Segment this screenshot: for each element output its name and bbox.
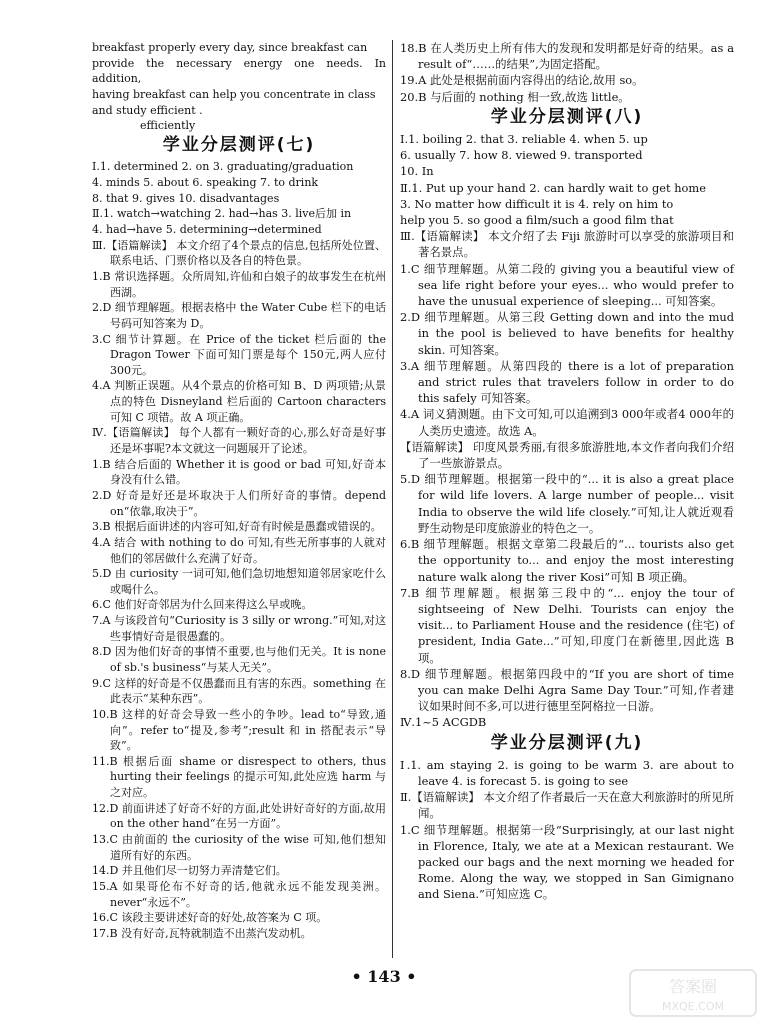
- answer-line: 7.B 细节理解题。根据第三段中的“... enjoy the tour of sightseeing of New Delhi. Tourists can enjoy the visit... to Parliament House and the residence (住宅) of president, India Gate...”可知,印度门在新德里,因此选 B 项。: [400, 585, 734, 665]
- answer-line: 6.B 细节理解题。根据文章第二段最后的“... tourists also get the opportunity to... and enjoy the most interesting nature walk along the river Kosi”可知 B 项正确。: [400, 537, 734, 584]
- section-7-body: [92, 159, 386, 941]
- answer-line: 10. In: [400, 164, 434, 179]
- answer-line: 3.C 细节计算题。在 Price of the ticket 栏后面的 the Dragon Tower 下面可知门票是每个 150元,两人应付300元。: [92, 332, 386, 377]
- section-title-7: 学业分层测评(七): [162, 134, 316, 155]
- right-top-body: [400, 40, 734, 105]
- answer-line: 10.B 这样的好奇会导致一些小的争吵。lead to“导致,通向”。refer to“提及,参考”;result 和 in 搭配表示“导致”。: [92, 707, 386, 753]
- answer-line: Ⅰ.1. am staying 2. is going to be warm 3. are about to leave 4. is forecast 5. is going to see: [400, 757, 734, 788]
- answer-line: 1.B 常识选择题。众所周知,许仙和白娘子的故事发生在杭州西湖。: [92, 269, 386, 299]
- answer-line: 17.B 没有好奇,瓦特就制造不出蒸汽发动机。: [92, 926, 312, 940]
- text-line: and study efficient .: [92, 103, 203, 117]
- answer-line: 16.C 该段主要讲述好奇的好处,故答案为 C 项。: [92, 911, 328, 925]
- answer-line: Ⅱ.1. watch→watching 2. had→has 3. live后加 in: [92, 207, 352, 221]
- answer-line: 2.D 细节理解题。从第三段 Getting down and into the mud in the pool is believed to have benefits for healthy skin. 可知答案。: [400, 310, 734, 357]
- section-9-body: [400, 757, 734, 903]
- answer-line: 13.C 由前面的 the curiosity of the wise 可知,他们想知道所有好的东西。: [92, 833, 386, 862]
- answer-line: Ⅳ.1~5 ACGDB: [400, 715, 487, 730]
- answer-line: 2.D 细节理解题。根据表格中 the Water Cube 栏下的电话号码可知答案为 D。: [92, 301, 386, 330]
- right-column: [400, 40, 734, 903]
- answer-line: 2.D 好奇是好还是坏取决于人们所好奇的事情。depend on“依靠,取决于”。: [92, 488, 386, 518]
- answer-line: 15.A 如果哥伦布不好奇的话,他就永远不能发现美洲。never“永远不”。: [92, 879, 386, 909]
- answer-line: Ⅲ.【语篇解读】 本文介绍了4个景点的信息,包括所处位置、联系电话、门票价格以及各自的特色景。: [92, 238, 386, 268]
- answer-line: 6. usually 7. how 8. viewed 9. transported: [400, 148, 643, 163]
- text-line: provide the necessary energy one needs. In addition,: [92, 56, 386, 86]
- answer-line: 19.A 此处是根据前面内容得出的结论,故用 so。: [400, 73, 644, 88]
- answer-correction: efficiently: [140, 119, 196, 133]
- answer-line: Ⅰ.1. determined 2. on 3. graduating/graduation: [92, 160, 354, 174]
- answer-line: 8.D 细节理解题。根据第四段中的“If you are short of time you can make Delhi Agra Same Day Tour.”可知,作者建议如果时间不多,可以进行德里至阿格拉一日游。: [400, 666, 734, 714]
- answer-line: 7.A 与该段首句“Curiosity is 3 silly or wrong.”可知,对这些事情好奇是很愚蠢的。: [92, 614, 386, 643]
- answer-line: 11.B 根据后面 shame or disrespect to others, thus hurting their feelings 的提示可知,此处应选 harm 与之对应。: [92, 754, 386, 800]
- answer-line: Ⅲ.【语篇解读】 本文介绍了去 Fiji 旅游时可以享受的旅游项目和著名景点。: [400, 229, 734, 260]
- answer-line: 4. had→have 5. determining→determined: [92, 223, 322, 237]
- section-8-body: [400, 131, 734, 731]
- text-line: having breakfast can help you concentrate in class: [92, 87, 376, 101]
- answer-line: 4.A 判断正误题。从4个景点的价格可知 B、D 两项错;从景点的特色 Disneyland 栏后面的 Cartoon characters 可知 C 项错。故 A 项正确。: [92, 379, 386, 424]
- answer-line: 【语篇解读】 印度风景秀丽,有很多旅游胜地,本文作者向我们介绍了一些旅游景点。: [400, 439, 734, 471]
- answer-line: 1.B 结合后面的 Whether it is good or bad 可知,好奇本身没有什么错。: [92, 457, 386, 487]
- answer-line: Ⅰ.1. boiling 2. that 3. reliable 4. when 5. up: [400, 132, 648, 147]
- section-title-9: 学业分层测评(九): [490, 732, 644, 753]
- answer-line: 9.C 这样的好奇是不仅愚蠢而且有害的东西。something 在此表示“某种东西”。: [92, 676, 386, 706]
- answer-line: 18.B 在人类历史上所有伟大的发现和发明都是好奇的结果。as a result of“……的结果”,为固定搭配。: [400, 41, 734, 72]
- answer-line: 12.D 前面讲述了好奇不好的方面,此处讲好奇好的方面,故用 on the other hand“在另一方面”。: [92, 801, 386, 831]
- section-title-8: 学业分层测评(八): [490, 106, 644, 127]
- watermark-text: 答案圈: [668, 977, 718, 996]
- watermark-url: MXQE.COM: [662, 1000, 724, 1013]
- answer-line: 4.A 词义猜测题。由下文可知,可以追溯到3 000年或者4 000年的人类历史遗迹。故选 A。: [400, 407, 734, 438]
- answer-line: Ⅳ.【语篇解读】 每个人都有一颗好奇的心,那么好奇是好事还是坏事呢?本文就这一问题展开了论述。: [92, 426, 386, 456]
- answer-line: 8.D 因为他们好奇的事情不重要,也与他们无关。It is none of sb.'s business“与某人无关”。: [92, 645, 386, 674]
- answer-line: 1.C 细节理解题。从第二段的 giving you a beautiful view of sea life right before your eyes... who would prefer to have the unusual experience of sleeping... 可知答案。: [400, 261, 734, 309]
- answer-line: 4.A 结合 with nothing to do 可知,有些无所事事的人就对他们的邻居做什么充满了好奇。: [92, 535, 386, 565]
- text-line: breakfast properly every day, since breakfast can: [92, 41, 368, 54]
- answer-line: 6.C 他们好奇邻居为什么回来得这么早或晚。: [92, 598, 313, 612]
- answer-line: Ⅱ.【语篇解读】 本文介绍了作者最后一天在意大利旅游时的所见所闻。: [400, 790, 734, 821]
- page-number: • 143 •: [351, 967, 417, 986]
- answer-line: 1.C 细节理解题。根据第一段“Surprisingly, at our last night in Florence, Italy, we ate at a Mexican restaurant. We packed our bags and the next morning we headed for Rome. Along the way, we stopped in San Gimignano and Siena.”可知应选 C。: [400, 822, 734, 902]
- answer-line: 8. that 9. gives 10. disadvantages: [92, 191, 280, 205]
- answer-line: help you 5. so good a film/such a good film that: [400, 213, 674, 228]
- answer-line: 5.D 细节理解题。根据第一段中的“... it is also a great place for wild life lovers. A large number of people... visit India to observe the wild life closely.”可知,让人就近观看野生动物是印度旅游业的特色之一。: [400, 472, 734, 535]
- answer-line: Ⅱ.1. Put up your hand 2. can hardly wait to get home: [400, 180, 706, 195]
- answer-line: 3.A 细节理解题。从第四段的 there is a lot of preparation and strict rules that travelers follow in order to do this safely 可知答案。: [400, 358, 734, 406]
- answer-line: 3. No matter how difficult it is 4. rely on him to: [400, 196, 674, 211]
- column-divider: [392, 40, 393, 958]
- answer-line: 5.D 由 curiosity 一词可知,他们急切地想知道邻居家吃什么或喝什么。: [92, 567, 386, 596]
- answer-line: 14.D 并且他们尽一切努力弄清楚它们。: [92, 864, 287, 878]
- answer-line: 4. minds 5. about 6. speaking 7. to drink: [92, 176, 319, 190]
- answer-line: 3.B 根据后面讲述的内容可知,好奇有时候是愚蠢或错误的。: [92, 520, 382, 534]
- answer-line: 20.B 与后面的 nothing 相一致,故选 little。: [400, 89, 630, 104]
- watermark-logo-icon: [628, 968, 758, 1018]
- left-column: [92, 40, 386, 942]
